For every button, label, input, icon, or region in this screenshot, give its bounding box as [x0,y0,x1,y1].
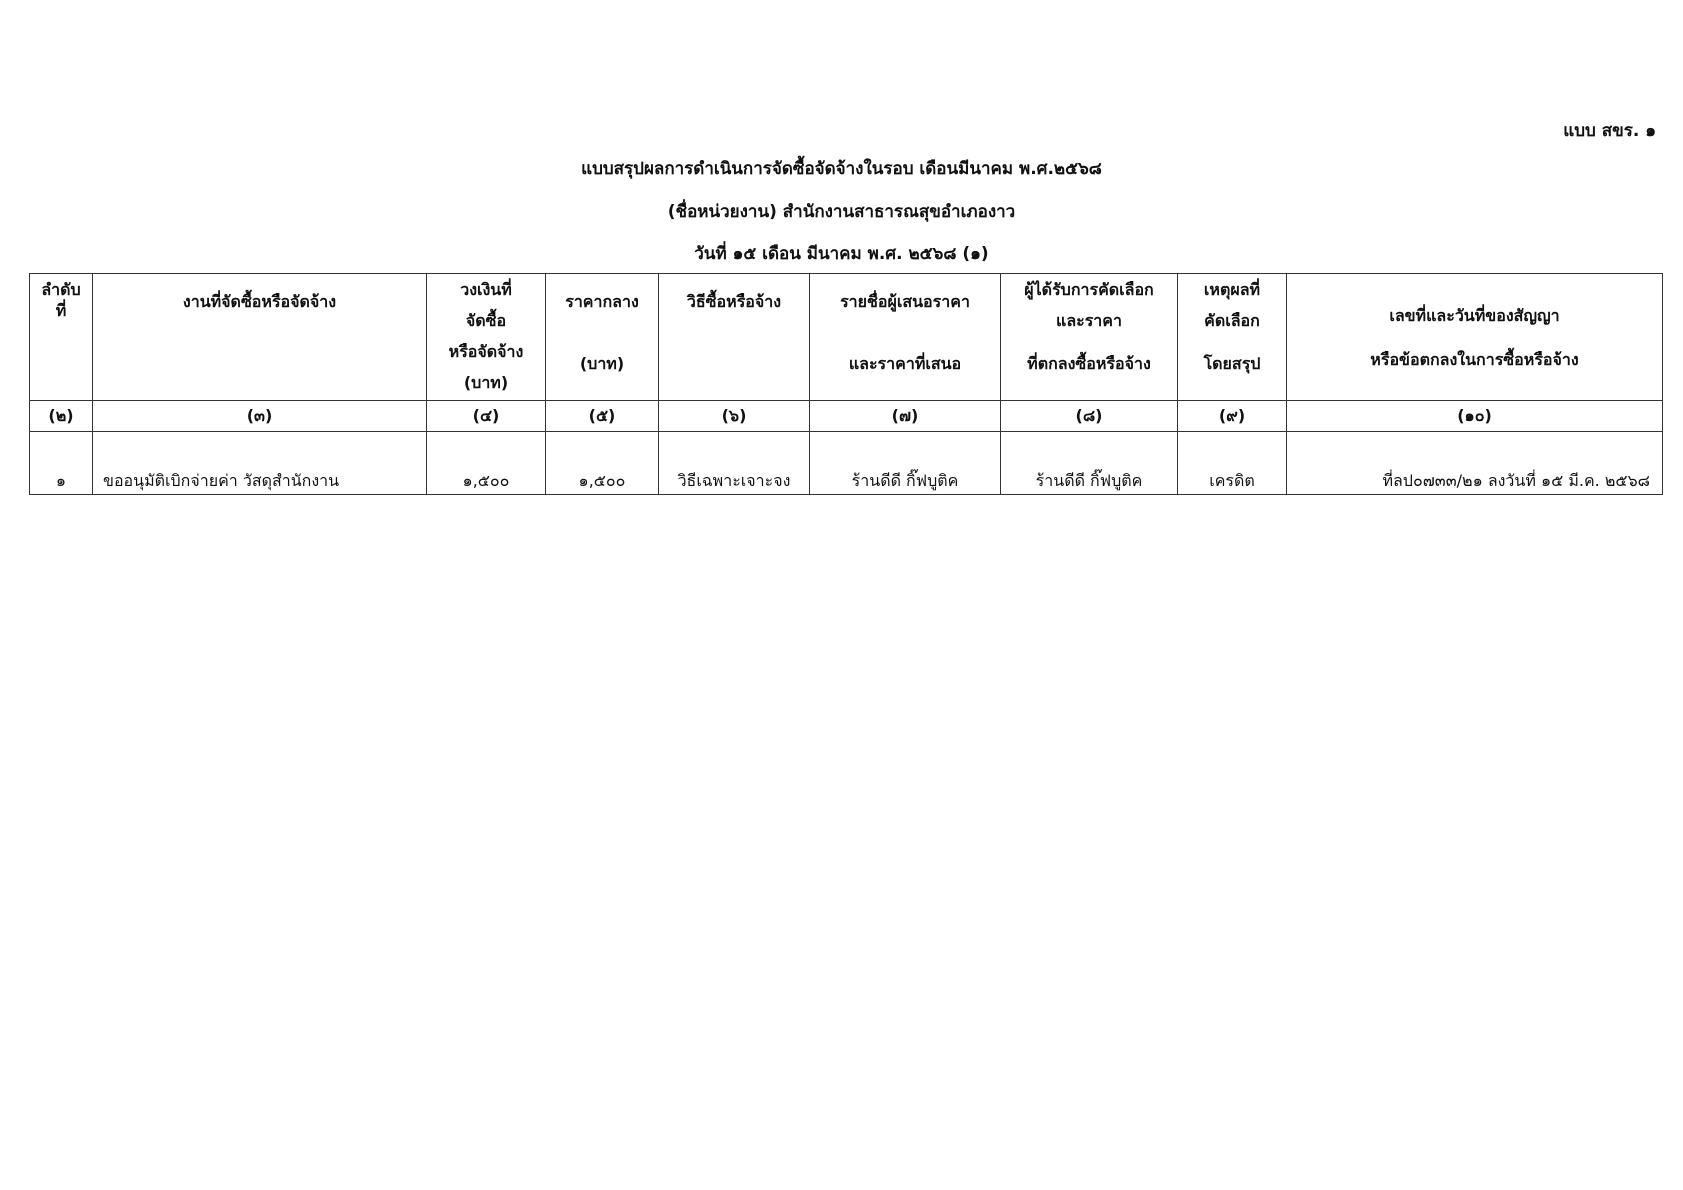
column-number: (๓) [93,401,427,432]
header-budget: วงเงินที่ จัดซื้อ หรือจัดจ้าง (บาท) [427,274,546,401]
header-contract: เลขที่และวันที่ของสัญญา หรือข้อตกลงในการซื้อหรือจ้าง [1287,274,1663,401]
column-number: (๖) [659,401,810,432]
cell-reason: เครดิต [1178,432,1287,495]
column-number-row [30,401,1663,432]
cell-work: ขออนุมัติเบิกจ่ายค่า วัสดุสำนักงาน [93,432,427,495]
report-date: วันที่ ๑๕ เดือน มีนาคม พ.ศ. ๒๕๖๘ (๑) [694,244,989,264]
header-order: ลำดับ ที่ [30,274,93,401]
column-number: (๗) [810,401,1001,432]
header-bidders: รายชื่อผู้เสนอราคา และราคาที่เสนอ [810,274,1001,401]
cell-selected: ร้านดีดี กิ๊ฟบูติค [1001,432,1178,495]
cell-median-price: ๑,๕๐๐ [546,432,659,495]
header-selected: ผู้ได้รับการคัดเลือก และราคา ที่ตกลงซื้อหรือจ้าง [1001,274,1178,401]
header-median-price: ราคากลาง (บาท) [546,274,659,401]
form-code: แบบ สขร. ๑ [1563,121,1656,141]
page-title: แบบสรุปผลการดำเนินการจัดซื้อจัดจ้างในรอบ เดือนมีนาคม พ.ศ.๒๕๖๘ [581,159,1102,179]
column-number: (๕) [546,401,659,432]
agency-name: (ชื่อหน่วยงาน) สำนักงานสาธารณสุขอำเภองาว [667,202,1016,222]
column-number: (๘) [1001,401,1178,432]
cell-method: วิธีเฉพาะเจาะจง [659,432,810,495]
cell-bidders: ร้านดีดี กิ๊ฟบูติค [810,432,1001,495]
column-number: (๙) [1178,401,1287,432]
header-work: งานที่จัดซื้อหรือจัดจ้าง [93,274,427,401]
cell-budget: ๑,๕๐๐ [427,432,546,495]
column-number: (๔) [427,401,546,432]
table-row [30,432,1663,495]
cell-order: ๑ [30,432,93,495]
header-reason: เหตุผลที่ คัดเลือก โดยสรุป [1178,274,1287,401]
header-method: วิธีซื้อหรือจ้าง [659,274,810,401]
procurement-table [29,273,1663,495]
column-number: (๑๐) [1287,401,1663,432]
header-row [30,274,1663,401]
column-number: (๒) [30,401,93,432]
cell-contract: ที่ลป๐๗๓๓/๒๑ ลงวันที่ ๑๕ มี.ค. ๒๕๖๘ [1287,432,1663,495]
